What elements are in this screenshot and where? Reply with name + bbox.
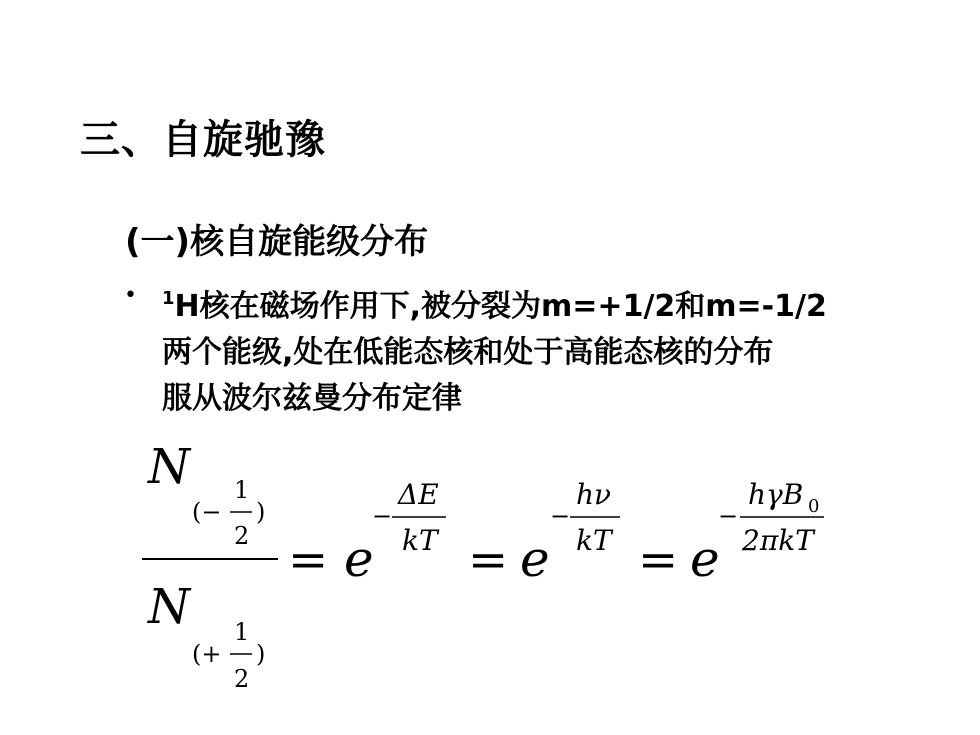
- numerator-sub-close: ): [256, 498, 266, 526]
- equals-2: =: [468, 532, 509, 588]
- two-pi-kt: 2πkT: [742, 524, 814, 557]
- delta-e: ΔE: [398, 478, 439, 511]
- h-nu: hν: [576, 478, 612, 511]
- kt-2: kT: [576, 524, 612, 557]
- bullet-line-3: 服从波尔兹曼分布定律: [162, 381, 462, 416]
- denominator-sub-close: ): [256, 640, 266, 668]
- numerator-sub-two: 2: [234, 522, 250, 550]
- exp-neg-1: −: [372, 502, 393, 530]
- bullet-line-2: 两个能级,处在低能态核和处于高能态核的分布: [162, 335, 774, 370]
- kt-1: kT: [402, 524, 438, 557]
- denominator-sub-open: (+: [192, 640, 222, 668]
- denominator-sub-one: 1: [234, 618, 250, 646]
- exp-neg-3: −: [718, 502, 739, 530]
- equals-1: =: [288, 532, 329, 588]
- numerator-sub-one: 1: [234, 476, 250, 504]
- exp-e-1: e: [344, 530, 374, 588]
- slide-title: 三、自旋驰豫: [80, 117, 326, 163]
- b-subscript-zero: 0: [808, 496, 820, 517]
- denominator-n: N: [148, 579, 190, 635]
- superscript-one: 1: [162, 288, 175, 309]
- h-gamma-b: hγB: [748, 478, 804, 511]
- bullet-line-1-text: H核在磁场作用下,被分裂为m=+1/2和m=-1/2: [174, 289, 827, 324]
- section-subtitle: (一)核自旋能级分布: [125, 222, 429, 262]
- exp-neg-2: −: [550, 502, 571, 530]
- numerator-sub-open: (−: [192, 498, 222, 526]
- boltzmann-formula: [140, 430, 840, 710]
- exp-e-3: e: [690, 530, 720, 588]
- bullet-line-1: [162, 276, 962, 330]
- exp-e-2: e: [520, 530, 550, 588]
- bullet-icon: •: [124, 283, 137, 308]
- denominator-sub-two: 2: [234, 665, 250, 693]
- equals-3: =: [638, 532, 679, 588]
- numerator-n: N: [148, 439, 190, 495]
- bullet-text: [162, 276, 962, 422]
